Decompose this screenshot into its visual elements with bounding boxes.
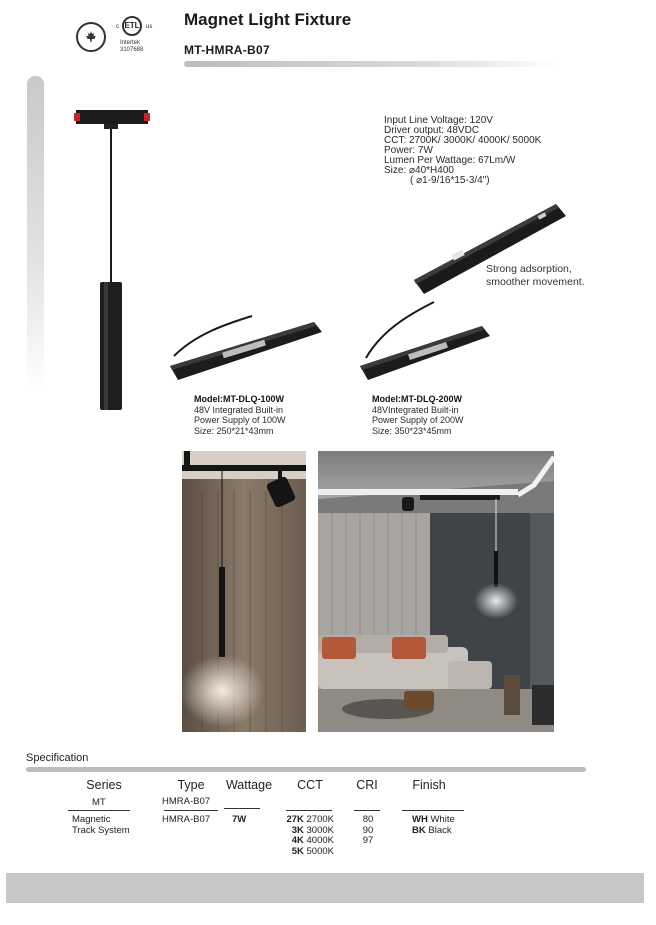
driver-100w-line2: Power Supply of 100W [194,415,286,425]
wattage-underline [224,808,260,809]
pendant-fixture-image [70,104,160,414]
cct-value: 4000K [306,835,334,846]
intertek-number: 3107688 [120,47,144,53]
etl-c-mark: c [116,24,119,30]
driver-200w-caption [372,394,464,436]
track-note-line-2: smoother movement. [486,276,585,288]
cri-value: 80 [362,814,374,825]
cri-value: 97 [362,835,374,846]
driver-100w-image [166,312,326,384]
cct-code: 5K [291,845,304,857]
track-note [486,263,585,289]
cct-row [286,847,334,858]
spec-power: Power: 7W [384,145,433,156]
header-cri: CRI [356,778,378,792]
living-room-photo [318,451,554,732]
cct-list [286,815,334,857]
cri-list [356,815,380,847]
header-finish: Finish [412,778,446,792]
driver-100w-size: Size: 250*21*43mm [194,425,274,436]
side-decor-bar [27,76,44,392]
intertek-label [120,40,143,54]
header-type: Type [177,778,205,792]
intertek-text: Intertek [120,40,141,46]
model-number: MT-HMRA-B07 [184,43,270,57]
series-name-line1: Magnetic [72,814,111,825]
header-wattage: Wattage [225,778,273,792]
spec-size-inch: ( ⌀1-9/16*15-3/4") [410,175,490,186]
finish-code: BK [412,824,426,836]
driver-200w-size: Size: 350*23*45mm [372,425,452,436]
finish-code: WH [412,814,428,825]
driver-100w-caption [194,394,286,436]
cct-underline [286,810,332,811]
page-title: Magnet Light Fixture [184,10,352,29]
cct-value: 3000K [306,824,334,836]
maple-leaf-icon [84,30,98,44]
finish-list [412,815,455,836]
cct-value: 5000K [306,845,334,857]
driver-100w-model: Model:MT-DLQ-100W [194,394,284,404]
type-value-1: HMRA-B07 [162,796,211,807]
spec-lumen: Lumen Per Wattage: 67Lm/W [384,155,516,166]
spec-size: Size: ⌀40*H400 [384,165,454,176]
canada-certification-logo [76,22,106,52]
series-code: MT [92,797,106,808]
finish-underline [402,810,464,811]
cct-code: 3K [291,824,304,836]
series-name-line2: Track System [72,825,130,836]
finish-value: Black [428,824,452,836]
specification-label: Specification [26,752,89,764]
finish-value: White [430,814,455,825]
header-cct: CCT [297,778,323,792]
cct-code: 4K [291,835,304,846]
header-series: Series [86,778,122,792]
wattage-value: 7W [232,814,247,825]
spec-voltage: Input Line Voltage: 120V [384,115,493,126]
pendant-wall-photo [182,451,306,732]
cri-value: 90 [362,824,374,836]
series-underline [68,810,130,811]
spec-list [384,116,541,186]
driver-200w-line2: Power Supply of 200W [372,415,464,425]
type-underline [164,810,218,811]
track-note-line-1: Strong adsorption, [486,263,572,275]
cct-code: 27K [286,814,304,825]
spec-driver-output: Driver output: 48VDC [384,125,480,136]
driver-200w-line1: 48VIntegrated Built-in [372,404,459,415]
cct-value: 2700K [306,814,334,825]
type-value-2: HMRA-B07 [162,814,211,825]
driver-100w-line1: 48V Integrated Built-in [194,404,284,415]
cri-underline [354,810,380,811]
driver-200w-model: Model:MT-DLQ-200W [372,394,462,404]
specification-bar [26,767,586,772]
finish-row [412,826,455,837]
etl-logo: ETL [122,16,142,36]
model-underline-bar [184,61,560,67]
footer-bar [6,873,644,903]
driver-200w-image [356,300,496,384]
spec-cct: CCT: 2700K/ 3000K/ 4000K/ 5000K [384,135,542,146]
etl-us-mark: us [146,24,153,30]
